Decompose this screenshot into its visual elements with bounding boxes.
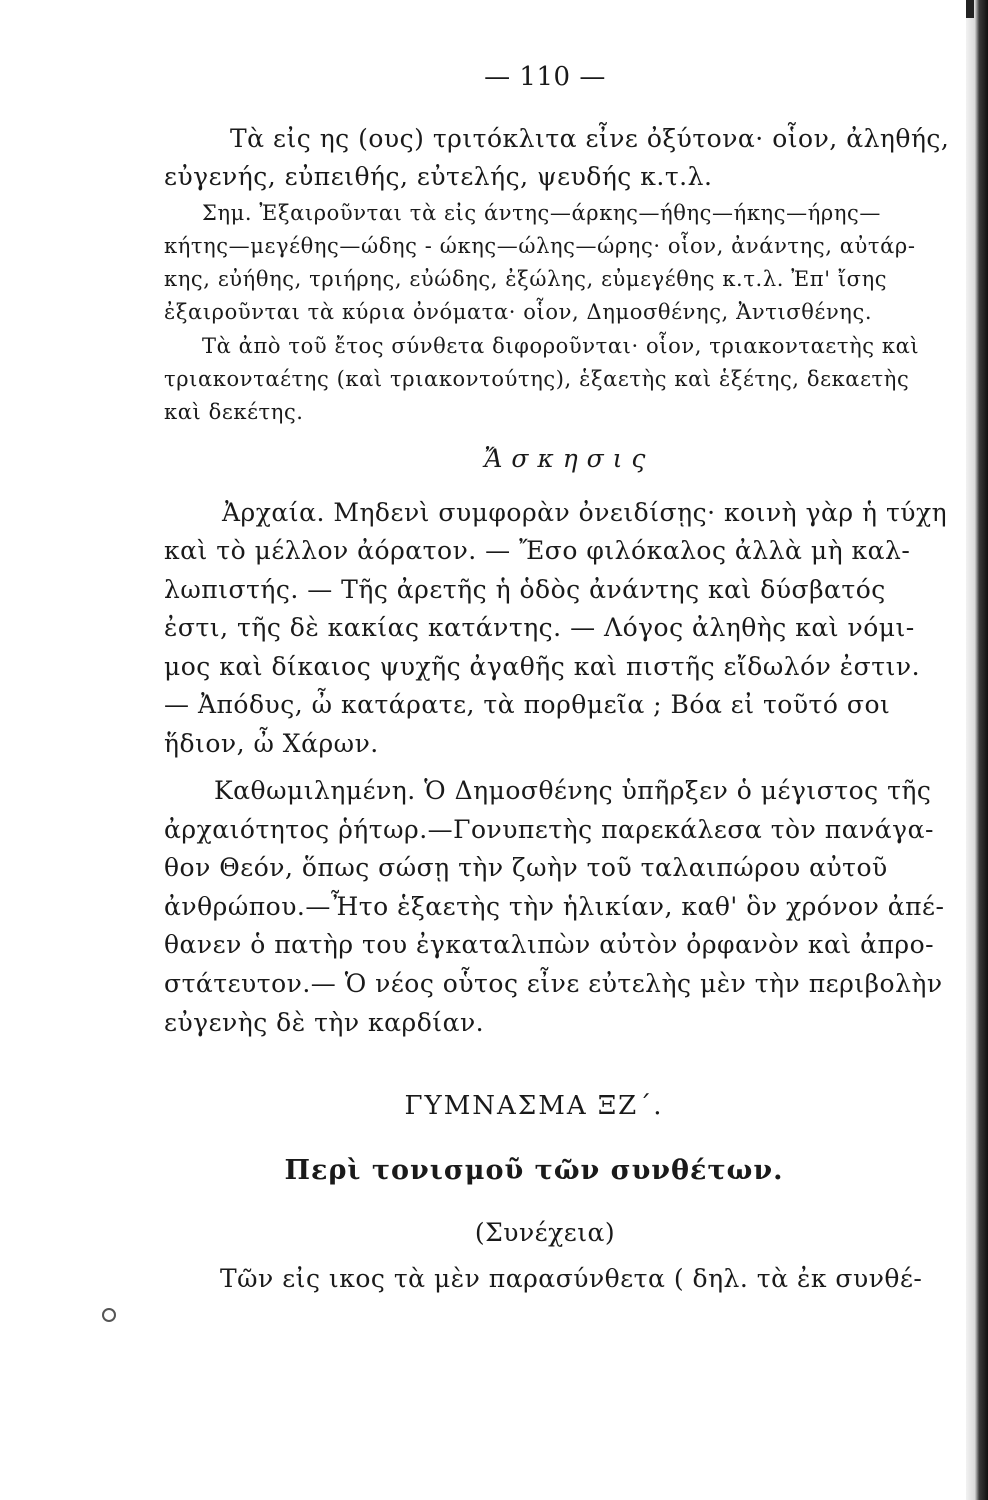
modern-line-6: στάτευτον.— Ὁ νέος οὗτος εἶνε εὐτελὴς μὲν τὴν περιβολὴν [164,969,943,998]
modern-line-4: ἀνθρώπου.—Ἦτο ἑξαετὴς τὴν ἡλικίαν, καθ' ὃν χρόνον ἀπέ- [164,892,945,921]
exercise-line-1: Ἀρχαία. Μηδενὶ συμφορὰν ὀνειδίσῃς· κοινὴ γὰρ ἡ τύχη [222,498,948,527]
final-line: Τῶν εἰς ικος τὰ μὲν παρασύνθετα ( δηλ. τὰ ἐκ συνθέ- [220,1264,923,1293]
note-line-4: ἐξαιροῦνται τὰ κύρια ὀνόματα· οἷον, Δημοσθένης, Ἀντισθένης. [164,300,873,324]
page-edge-shadow [966,0,988,1500]
section-subtitle: Περὶ τονισμοῦ τῶν συνθέτων. [284,1155,784,1186]
section-title: ΓΥΜΝΑΣΜΑ ΞΖ΄. [404,1091,664,1121]
page-number: — 110 — [484,62,606,92]
continuation-label: (Συνέχεια) [474,1218,616,1247]
modern-line-2: ἀρχαιότητος ῥήτωρ.—Γονυπετὴς παρεκάλεσα τὸν πανάγα- [164,815,934,844]
text-line-2: εὐγενής, εὐπειθής, εὐτελής, ψευδής κ.τ.λ. [164,162,713,191]
note-line-1: Σημ. Ἐξαιροῦνται τὰ εἰς άντης—άρκης—ήθης—ήκης—ήρης— [202,201,881,225]
exercise-line-3: λωπιστής. — Τῆς ἀρετῆς ἡ ὁδὸς ἀνάντης καὶ δύσβατός [164,575,886,604]
note-line-6: τριακονταέτης (καὶ τριακοντούτης), ἑξαετὴς καὶ ἑξέτης, δεκαετὴς [164,367,910,391]
exercise-line-7: ἥδιον, ὦ Χάρων. [164,729,379,758]
exercise-line-2: καὶ τὸ μέλλον ἀόρατον. — Ἔσο φιλόκαλος ἀλλὰ μὴ καλ- [164,536,911,565]
note-line-7: καὶ δεκέτης. [164,400,304,424]
modern-line-1: Καθωμιλημένη. Ὁ Δημοσθένης ὑπῆρξεν ὁ μέγιστος τῆς [214,776,932,805]
exercise-line-4: ἐστι, τῆς δὲ κακίας κατάντης. — Λόγος ἀληθὴς καὶ νόμι- [164,613,915,642]
note-line-5: Τὰ ἀπὸ τοῦ ἔτος σύνθετα διφοροῦνται· οἷον, τριακονταετὴς καὶ [202,334,920,358]
note-line-2: κήτης—μεγέθης—ώδης - ώκης—ώλης—ώρης· οἷον, ἀνάντης, αὐτάρ- [164,234,916,258]
exercise-line-6: — Ἀπόδυς, ὦ κατάρατε, τὰ πορθμεῖα ; Βόα εἰ τοῦτό σοι [164,690,891,719]
modern-line-7: εὐγενὴς δὲ τὴν καρδίαν. [164,1008,485,1037]
note-line-3: κης, εὐήθης, τριήρης, εὐώδης, ἐξώλης, εὐμεγέθης κ.τ.λ. Ἐπ' ἴσης [164,267,888,291]
page-edge-corner [966,0,974,18]
exercise-line-5: μος καὶ δίκαιος ψυχῆς ἀγαθῆς καὶ πιστῆς εἴδωλόν ἐστιν. [164,652,921,681]
modern-line-5: θανεν ὁ πατὴρ του ἐγκαταλιπὼν αὐτὸν ὀρφανὸν καὶ ἀπρο- [164,930,935,959]
ink-dot-mark [102,1308,116,1322]
modern-line-3: θον Θεόν, ὅπως σώσῃ τὴν ζωὴν τοῦ ταλαιπώρου αὐτοῦ [164,853,888,882]
text-line-1: Τὰ εἰς ης (ους) τριτόκλιτα εἶνε ὀξύτονα· οἷον, ἀληθής, [230,124,950,153]
exercise-heading: Ἄ σ κ η σ ι ς [484,444,646,473]
